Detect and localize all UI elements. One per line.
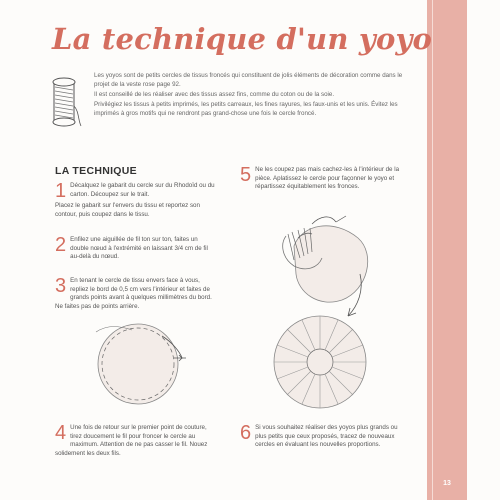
step-text: Ne les coupez pas mais cachez-les à l'intérieur de la pièce. Aplatissez le cercle pour façonner le yoyo et répartissez équitablement les fronces. — [255, 166, 400, 191]
step-text: Si vous souhaitez réaliser des yoyos plus grands ou plus petits que ceux proposés, tracez de nouveaux cercles en évaluant les nouvelles proportions. — [255, 424, 398, 449]
page-number: 13 — [443, 480, 451, 487]
page-title: La technique d'un yoyo — [52, 22, 433, 56]
thread-spool-icon — [48, 76, 82, 128]
intro-paragraph: Privilégiez les tissus à petits imprimés, les petits carreaux, les fines rayures, les faux-unis et les unis. Évitez les imprimés à gros motifs qui ne rendront pas grand-chose une fois le cercle froncé. — [94, 101, 398, 117]
intro-text — [94, 72, 412, 120]
step-6 — [240, 424, 407, 452]
side-bar — [427, 0, 467, 500]
step-number: 2 — [55, 234, 67, 256]
step-number: 4 — [55, 422, 67, 444]
step-text: Une fois de retour sur le premier point de couture, tirez doucement le fil pour froncer le cercle au maximum. Attention de ne pas casser le fil. Nouez solidement les deux fils. — [55, 424, 208, 457]
step-text: Décalquez le gabarit du cercle sur du Rhodoïd ou du carton. Découpez sur le trait. — [70, 182, 215, 198]
step-4 — [55, 424, 217, 460]
step-number: 5 — [240, 164, 252, 186]
intro-paragraph: Il est conseillé de les réaliser avec des tissus assez fins, comme du coton ou de la soie. — [94, 90, 335, 98]
step-3 — [55, 277, 215, 313]
step-extra-text: Placez le gabarit sur l'envers du tissu et reportez son contour, puis coupez dans le tissu. — [55, 202, 200, 218]
intro-paragraph: Les yoyos sont de petits cercles de tissus froncés qui constituent de jolis éléments de décoration comme dans le projet de la veste rose page 92. — [94, 72, 403, 88]
side-bar-stripe — [432, 0, 433, 500]
step-number: 1 — [55, 180, 67, 202]
section-title: LA TECHNIQUE — [55, 165, 137, 177]
step-number: 3 — [55, 275, 67, 297]
step-text: En tenant le cercle de tissu envers face à vous, repliez le bord de 0,5 cm vers l'intérieur et faites de grands points avant à quelques millimètres du bord. Ne faites pas de points arrière. — [55, 277, 212, 310]
step-text: Enfilez une aiguillée de fil ton sur ton, faites un double nœud à l'extrémité en laissant 3/4 cm de fil au-delà du nœud. — [70, 236, 208, 261]
fabric-circle-illustration — [90, 318, 190, 408]
finished-yoyo-illustration — [268, 312, 372, 412]
step-number: 6 — [240, 422, 252, 444]
step-2 — [55, 236, 215, 264]
step-5 — [240, 166, 407, 194]
step-1 — [55, 182, 215, 221]
